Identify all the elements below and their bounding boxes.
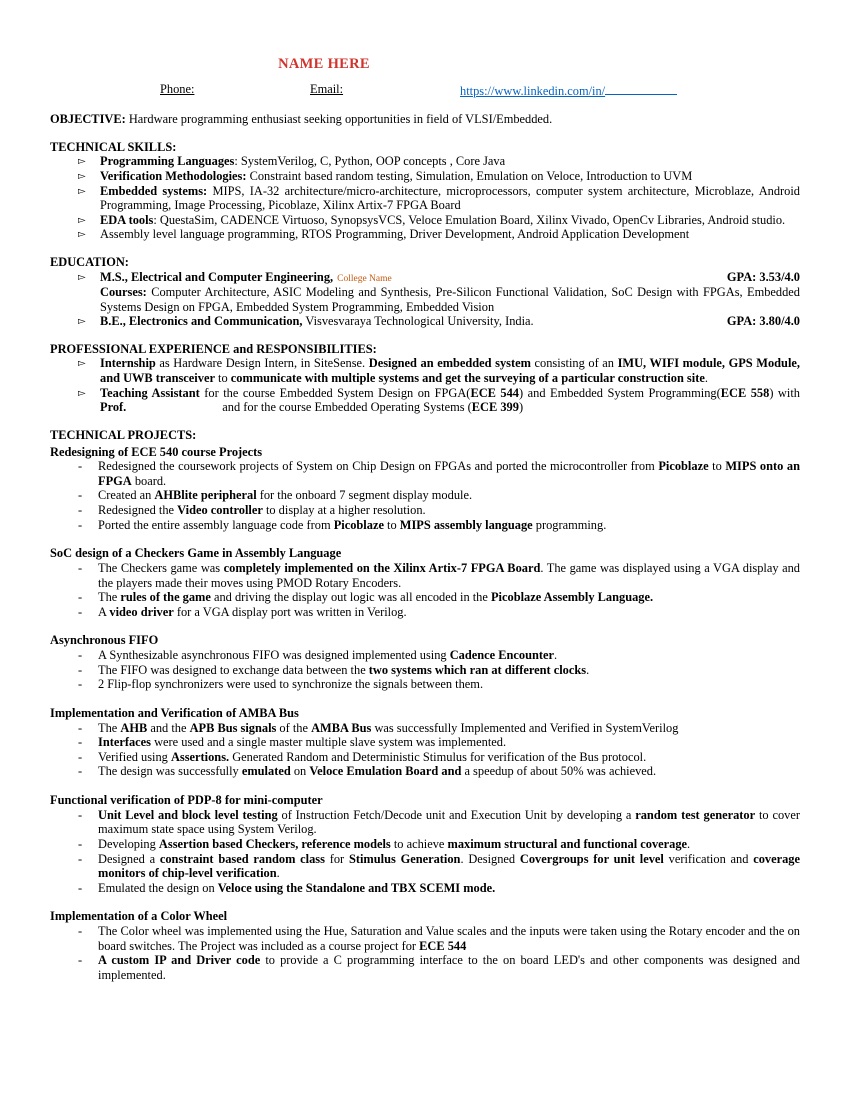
bullet-text: Developing Assertion based Checkers, reference models to achieve maximum structural and functional coverage. xyxy=(98,836,691,851)
dash-bullet-icon: - xyxy=(78,735,83,750)
gpa-value: GPA: 3.80/4.0 xyxy=(726,314,800,329)
objective-heading: OBJECTIVE: xyxy=(50,112,126,127)
dash-bullet-icon: - xyxy=(78,662,83,677)
project-bullet xyxy=(50,459,800,488)
projects-section xyxy=(50,428,800,983)
bullet-text: Verified using Assertions. Generated Random and Deterministic Stimulus for verification of the Bus protocol. xyxy=(98,749,647,764)
email-label: Email: xyxy=(310,82,344,97)
project-title: Implementation and Verification of AMBA Bus xyxy=(50,705,299,720)
bullet-text: The Checkers game was completely implemented on the Xilinx Artix-7 FPGA Board. The game was displayed using a VGA display and the players made their moves using PMOD Rotary Encoders. xyxy=(98,560,800,590)
skills-list xyxy=(50,154,800,242)
project-bullets xyxy=(50,561,800,620)
linkedin-area xyxy=(460,82,677,99)
experience-item xyxy=(50,356,800,385)
courses-text: Courses: Computer Architecture, ASIC Modeling and Synthesis, Pre-Silicon Functional Validation, SoC Design with FPGAs, Embedded Systems Design on FPGA, Embedded System Programming, Embedded Vision xyxy=(100,284,800,314)
dash-bullet-icon: - xyxy=(78,836,83,851)
project-bullet xyxy=(50,677,800,692)
project-bullet xyxy=(50,605,800,620)
resume-header xyxy=(50,56,800,99)
project-bullet xyxy=(50,488,800,503)
project-bullets xyxy=(50,459,800,532)
project-title: Redesigning of ECE 540 course Projects xyxy=(50,444,263,459)
objective-section xyxy=(50,112,800,127)
arrow-bullet-icon: ▻ xyxy=(78,214,86,226)
dash-bullet-icon: - xyxy=(78,720,83,735)
dash-bullet-icon: - xyxy=(78,604,83,619)
skill-text: EDA tools: QuestaSim, CADENCE Virtuoso, SynopsysVCS, Veloce Emulation Board, Xilinx Vivado, OpenCv Libraries, Android studio. xyxy=(100,212,786,227)
project-bullet xyxy=(50,953,800,982)
experience-text: Teaching Assistant for the course Embedded System Design on FPGA(ECE 544) and Embedded System Programming(ECE 558) with Prof. and for the course Embedded Operating Systems (ECE 399) xyxy=(100,385,800,415)
dash-bullet-icon: - xyxy=(78,764,83,779)
degree-row xyxy=(100,270,800,285)
arrow-bullet-icon: ▻ xyxy=(78,170,86,182)
experience-list xyxy=(50,356,800,415)
project-bullets xyxy=(50,924,800,983)
project-block-4 xyxy=(50,706,800,779)
project-bullet xyxy=(50,750,800,765)
skills-section xyxy=(50,140,800,242)
dash-bullet-icon: - xyxy=(78,677,83,692)
project-bullet xyxy=(50,852,800,881)
experience-text: Internship as Hardware Design Intern, in SiteSense. Designed an embedded system consisting of an IMU, WIFI module, GPS Module, and UWB transceiver to communicate with multiple systems and get the surveying of a particular construction site. xyxy=(100,356,800,386)
bullet-text: The AHB and the APB Bus signals of the AMBA Bus was successfully Implemented and Verified in SystemVerilog xyxy=(98,720,679,735)
bullet-text: Interfaces were used and a single master multiple slave system was implemented. xyxy=(98,735,507,750)
project-bullets xyxy=(50,721,800,780)
bullet-text: 2 Flip-flop synchronizers were used to synchronize the signals between them. xyxy=(98,677,484,692)
bullet-text: The design was successfully emulated on Veloce Emulation Board and a speedup of about 50% was achieved. xyxy=(98,764,657,779)
education-section xyxy=(50,255,800,329)
project-bullet xyxy=(50,648,800,663)
skill-text: Verification Methodologies: Constraint based random testing, Simulation, Emulation on Veloce, Introduction to UVM xyxy=(100,168,693,183)
project-bullet xyxy=(50,663,800,678)
project-bullet xyxy=(50,881,800,896)
project-title: SoC design of a Checkers Game in Assembly Language xyxy=(50,546,342,561)
skill-item xyxy=(50,169,800,184)
skill-item xyxy=(50,227,800,242)
dash-bullet-icon: - xyxy=(78,807,83,822)
project-title: Functional verification of PDP-8 for mini-computer xyxy=(50,793,323,808)
degree-title: M.S., Electrical and Computer Engineering, xyxy=(100,269,334,284)
candidate-name: NAME HERE xyxy=(278,56,370,72)
skill-item xyxy=(50,154,800,169)
dash-bullet-icon: - xyxy=(78,590,83,605)
bullet-text: A Synthesizable asynchronous FIFO was designed implemented using Cadence Encounter. xyxy=(98,648,558,663)
dash-bullet-icon: - xyxy=(78,648,83,663)
arrow-bullet-icon: ▻ xyxy=(78,358,86,370)
arrow-bullet-icon: ▻ xyxy=(78,156,86,168)
dash-bullet-icon: - xyxy=(78,517,83,532)
bullet-text: Redesigned the coursework projects of System on Chip Design on FPGAs and ported the microcontroller from Picoblaze to MIPS onto an FPGA board. xyxy=(98,459,800,488)
project-block-1 xyxy=(50,445,800,533)
bullet-text: A video driver for a VGA display port was written in Verilog. xyxy=(98,604,407,619)
bullet-text: The rules of the game and driving the display out logic was all encoded in the Picoblaze Assembly Language. xyxy=(98,590,654,605)
project-bullet xyxy=(50,837,800,852)
bullet-text: Unit Level and block level testing of Instruction Fetch/Decode unit and Execution Unit by developing a random test generator to cover maximum state space using System Verilog. xyxy=(98,807,800,837)
project-bullets xyxy=(50,808,800,896)
experience-item xyxy=(50,386,800,415)
education-item-be xyxy=(50,314,800,329)
college-name: College Name xyxy=(337,273,392,284)
bullet-text: Designed a constraint based random class for Stimulus Generation. Designed Covergroups for unit level verification and coverage monitors of chip-level verification. xyxy=(98,851,800,881)
project-bullet xyxy=(50,924,800,953)
project-title: Asynchronous FIFO xyxy=(50,633,159,648)
skill-text: Programming Languages: SystemVerilog, C, Python, OOP concepts , Core Java xyxy=(100,154,506,169)
linkedin-link[interactable]: https://www.linkedin.com/in/ xyxy=(460,84,606,99)
project-bullet xyxy=(50,764,800,779)
bullet-text: Emulated the design on Veloce using the Standalone and TBX SCEMI mode. xyxy=(98,880,496,895)
arrow-bullet-icon: ▻ xyxy=(78,271,86,283)
gpa-value: GPA: 3.53/4.0 xyxy=(726,269,800,284)
arrow-bullet-icon: ▻ xyxy=(78,185,86,197)
skill-item xyxy=(50,184,800,213)
project-bullet xyxy=(50,590,800,605)
education-item-ms xyxy=(50,270,800,314)
dash-bullet-icon: - xyxy=(78,560,83,575)
arrow-bullet-icon: ▻ xyxy=(78,229,86,241)
bullet-text: The FIFO was designed to exchange data between the two systems which ran at different clocks. xyxy=(98,662,590,677)
bullet-text: The Color wheel was implemented using the Hue, Saturation and Value scales and the inputs were taken using the Rotary encoder and the on board switches. The Project was included as a course project for ECE 544 xyxy=(98,924,800,953)
project-bullet xyxy=(50,561,800,590)
projects-heading: TECHNICAL PROJECTS: xyxy=(50,427,197,442)
project-title: Implementation of a Color Wheel xyxy=(50,909,228,924)
dash-bullet-icon: - xyxy=(78,459,83,474)
project-bullet xyxy=(50,735,800,750)
bullet-text: A custom IP and Driver code to provide a C programming interface to the on board LED's and other components was designed and implemented. xyxy=(98,953,800,982)
skills-heading: TECHNICAL SKILLS: xyxy=(50,139,177,154)
phone-label: Phone: xyxy=(160,82,195,97)
skill-text: Assembly level language programming, RTOS Programming, Driver Development, Android Application Development xyxy=(100,227,690,242)
experience-heading: PROFESSIONAL EXPERIENCE and RESPONSIBILITIES: xyxy=(50,341,377,356)
dash-bullet-icon: - xyxy=(78,924,83,939)
arrow-bullet-icon: ▻ xyxy=(78,316,86,328)
skill-text: Embedded systems: MIPS, IA-32 architecture/micro-architecture, microprocessors, computer system architecture, Microblaze, Android Programming, Image Processing, Picoblaze, Xilinx Artix-7 FPGA Board xyxy=(100,183,800,213)
bullet-text: Created an AHBlite peripheral for the onboard 7 segment display module. xyxy=(98,488,473,503)
project-bullet xyxy=(50,518,800,533)
dash-bullet-icon: - xyxy=(78,851,83,866)
project-block-6 xyxy=(50,909,800,982)
degree-row xyxy=(100,314,800,329)
dash-bullet-icon: - xyxy=(78,503,83,518)
project-block-3 xyxy=(50,633,800,692)
dash-bullet-icon: - xyxy=(78,488,83,503)
bullet-text: Redesigned the Video controller to display at a higher resolution. xyxy=(98,503,426,518)
project-bullet xyxy=(50,808,800,837)
bullet-text: Ported the entire assembly language code from Picoblaze to MIPS assembly language programming. xyxy=(98,517,607,532)
project-bullet xyxy=(50,721,800,736)
education-heading: EDUCATION: xyxy=(50,255,129,270)
blank-underline xyxy=(605,82,677,95)
arrow-bullet-icon: ▻ xyxy=(78,387,86,399)
project-bullets xyxy=(50,648,800,692)
dash-bullet-icon: - xyxy=(78,749,83,764)
project-block-2 xyxy=(50,546,800,619)
objective-text: Hardware programming enthusiast seeking opportunities in field of VLSI/Embedded. xyxy=(128,112,553,127)
skill-item xyxy=(50,213,800,228)
dash-bullet-icon: - xyxy=(78,880,83,895)
project-bullet xyxy=(50,503,800,518)
experience-section xyxy=(50,342,800,415)
degree-title: B.E., Electronics and Communication, Visvesvaraya Technological University, India. xyxy=(100,314,534,329)
dash-bullet-icon: - xyxy=(78,953,83,968)
project-block-5 xyxy=(50,793,800,895)
contact-row xyxy=(50,82,800,99)
